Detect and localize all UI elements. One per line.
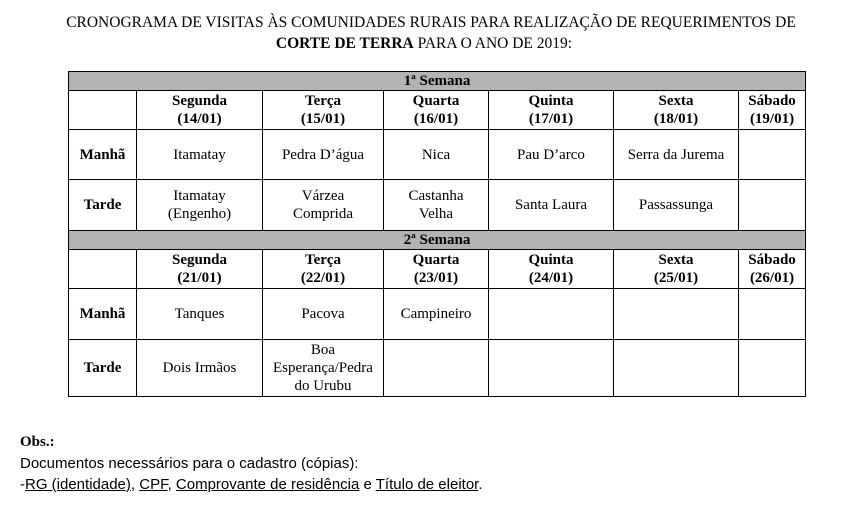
- doc-residence-proof: Comprovante de residência: [175, 476, 360, 493]
- obs-documents: -RG (identidade), CPF, Comprovante de residência e Título de eleitor.: [20, 476, 483, 493]
- schedule-cell: Itamatay (Engenho): [137, 180, 263, 231]
- schedule-cell: [614, 340, 739, 397]
- day-header: Sábado (26/01): [739, 250, 806, 289]
- day-header: Segunda (21/01): [137, 250, 263, 289]
- document-title: [0, 12, 848, 54]
- doc-voter-id: Título de eleitor: [375, 476, 479, 493]
- day-header: Terça (15/01): [263, 91, 384, 130]
- corner-cell: [69, 91, 137, 130]
- schedule-table: [68, 71, 806, 397]
- afternoon-label: Tarde: [69, 340, 137, 397]
- title-emphasis: CORTE DE TERRA: [275, 35, 414, 52]
- title-line-2: [276, 35, 572, 52]
- obs-line-1: Documentos necessários para o cadastro (cópias):: [20, 455, 359, 472]
- week-1-afternoon-row: [69, 180, 806, 231]
- schedule-cell: [614, 289, 739, 340]
- schedule-cell: Várzea Comprida: [263, 180, 384, 231]
- day-header: Sábado (19/01): [739, 91, 806, 130]
- week-2-label: 2ª Semana: [69, 231, 806, 250]
- day-header: Quinta (17/01): [489, 91, 614, 130]
- schedule-cell: [739, 289, 806, 340]
- schedule-cell: Boa Esperança/Pedra do Urubu: [263, 340, 384, 397]
- schedule-cell: Dois Irmãos: [137, 340, 263, 397]
- day-header: Quarta (23/01): [384, 250, 489, 289]
- schedule-cell: Nica: [384, 130, 489, 180]
- schedule-cell: Passassunga: [614, 180, 739, 231]
- week-1-morning-row: [69, 130, 806, 180]
- doc-cpf: CPF: [139, 476, 168, 493]
- schedule-cell: Pedra D’água: [263, 130, 384, 180]
- schedule-cell: Pau D’arco: [489, 130, 614, 180]
- week-2-afternoon-row: [69, 340, 806, 397]
- schedule-cell: [489, 289, 614, 340]
- day-header: Sexta (18/01): [614, 91, 739, 130]
- schedule-cell: [739, 130, 806, 180]
- schedule-cell: [739, 180, 806, 231]
- schedule-cell: [739, 340, 806, 397]
- week-2-header-row: [69, 231, 806, 250]
- corner-cell: [69, 250, 137, 289]
- week-1-days-row: [69, 91, 806, 130]
- week-1-label: 1ª Semana: [69, 72, 806, 91]
- morning-label: Manhã: [69, 289, 137, 340]
- afternoon-label: Tarde: [69, 180, 137, 231]
- week-2-morning-row: [69, 289, 806, 340]
- week-2-days-row: [69, 250, 806, 289]
- day-header: Quinta (24/01): [489, 250, 614, 289]
- schedule-cell: Castanha Velha: [384, 180, 489, 231]
- day-header: Terça (22/01): [263, 250, 384, 289]
- obs-label: Obs.:: [20, 434, 55, 450]
- schedule-cell: Itamatay: [137, 130, 263, 180]
- day-header: Sexta (25/01): [614, 250, 739, 289]
- day-header: Quarta (16/01): [384, 91, 489, 130]
- schedule-cell: Pacova: [263, 289, 384, 340]
- morning-label: Manhã: [69, 130, 137, 180]
- observations: [20, 432, 483, 495]
- title-line-1: CRONOGRAMA DE VISITAS ÀS COMUNIDADES RURAIS PARA REALIZAÇÃO DE REQUERIMENTOS DE: [66, 14, 796, 31]
- day-header: Segunda (14/01): [137, 91, 263, 130]
- week-1-header-row: [69, 72, 806, 91]
- title-line-2-rest: PARA O ANO DE 2019:: [417, 35, 573, 52]
- schedule-cell: Santa Laura: [489, 180, 614, 231]
- doc-rg: RG (identidade): [25, 476, 131, 493]
- schedule-cell: Campineiro: [384, 289, 489, 340]
- schedule-cell: Serra da Jurema: [614, 130, 739, 180]
- schedule-cell: [384, 340, 489, 397]
- schedule-cell: [489, 340, 614, 397]
- schedule-cell: Tanques: [137, 289, 263, 340]
